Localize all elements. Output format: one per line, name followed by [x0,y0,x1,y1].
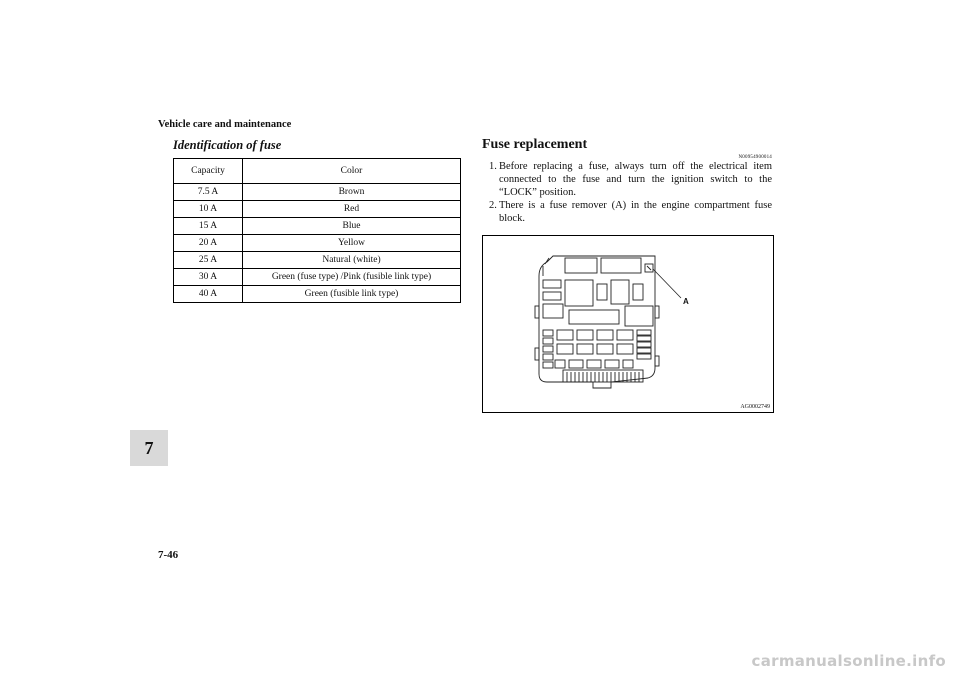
table-row [174,286,461,303]
color-cell: Natural (white) [243,252,461,269]
step-text: Before replacing a fuse, always turn off the electrical item connected to the fuse and turn the ignition switch to the “LOCK” position. [499,161,772,198]
color-cell: Green (fuse type) /Pink (fusible link type) [243,269,461,286]
capacity-cell: 15 A [174,218,243,235]
fuse-block-illustration [482,235,774,413]
table-row [174,184,461,201]
fuse-block-drawing [483,236,773,412]
callout-label-a: A [683,297,689,306]
color-cell: Blue [243,218,461,235]
section-title-fuse-replacement: Fuse replacement [482,137,588,152]
table-row [174,201,461,218]
watermark: carmanualsonline.info [751,652,946,670]
running-header: Vehicle care and maintenance [158,119,292,130]
step-number: 1. [489,161,497,172]
instruction-steps [482,160,772,225]
color-cell: Brown [243,184,461,201]
capacity-cell: 40 A [174,286,243,303]
figure-code: AG0002749 [740,404,770,410]
table-row [174,269,461,286]
capacity-cell: 10 A [174,201,243,218]
chapter-tab: 7 [130,430,168,466]
step-number: 2. [489,200,497,211]
capacity-cell: 25 A [174,252,243,269]
document-code: N00954900014 [738,155,772,160]
fuse-color-table [173,158,461,303]
color-cell: Red [243,201,461,218]
table-row [174,218,461,235]
section-title-fuse-identification: Identification of fuse [173,138,282,152]
instruction-step [482,199,772,225]
table-row [174,252,461,269]
table-row [174,235,461,252]
instruction-step [482,160,772,199]
column-header-color: Color [243,159,461,184]
capacity-cell: 7.5 A [174,184,243,201]
column-header-capacity: Capacity [174,159,243,184]
color-cell: Yellow [243,235,461,252]
page-number: 7-46 [158,549,179,561]
capacity-cell: 30 A [174,269,243,286]
capacity-cell: 20 A [174,235,243,252]
color-cell: Green (fusible link type) [243,286,461,303]
step-text: There is a fuse remover (A) in the engine compartment fuse block. [499,200,772,224]
